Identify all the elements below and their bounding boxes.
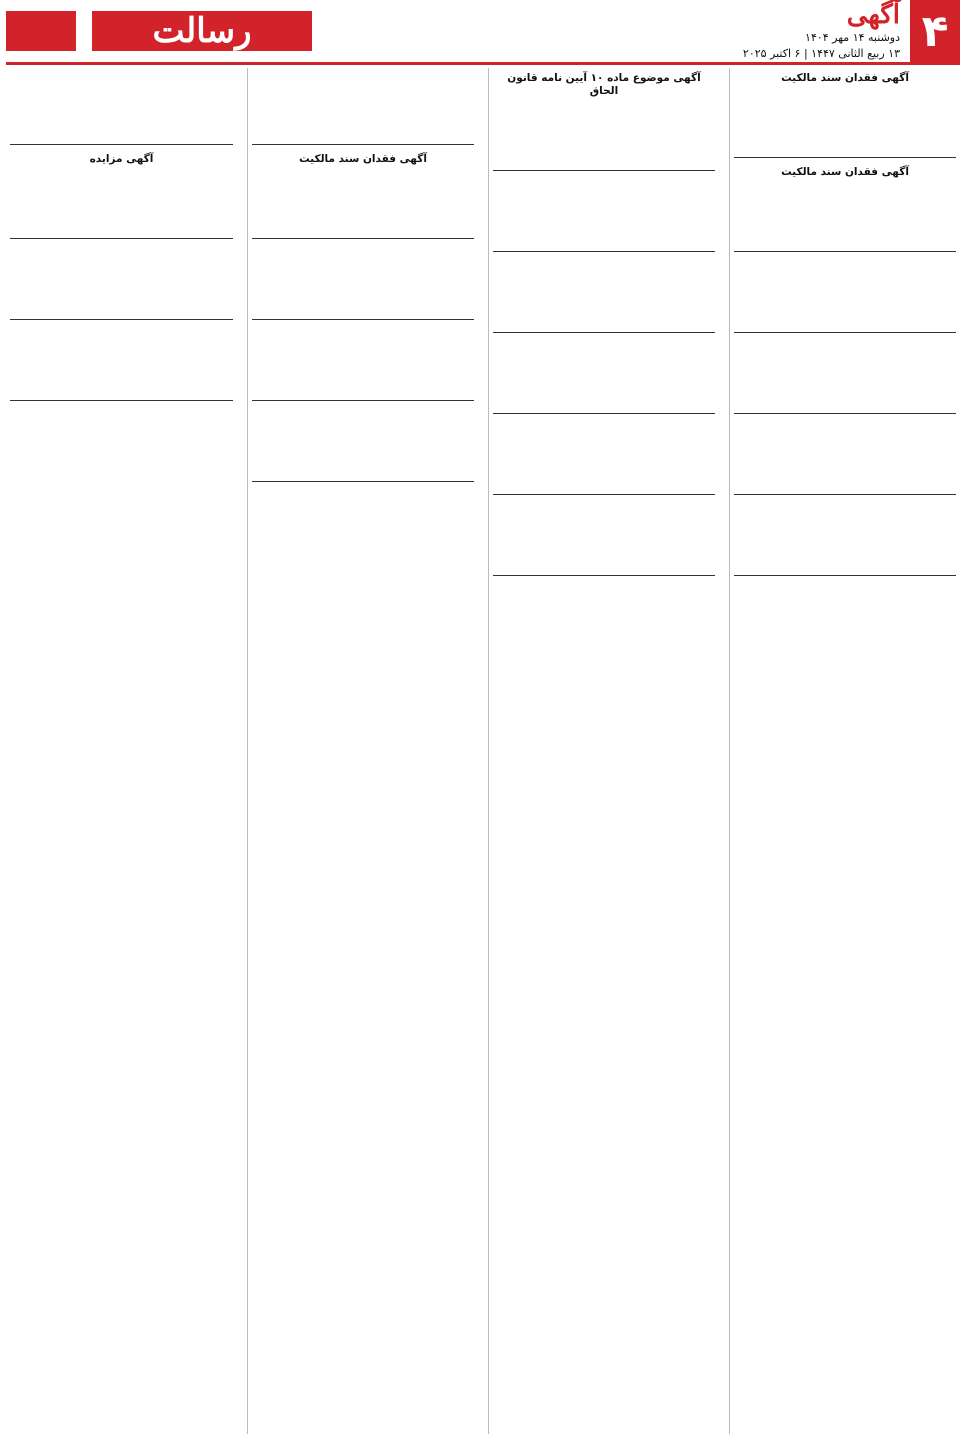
notice xyxy=(10,324,233,401)
notice-body xyxy=(734,263,956,323)
notice-body xyxy=(10,331,233,391)
notice-body xyxy=(10,250,233,310)
notice-title: آگهی موضوع ماده ۱۰ آیین نامه قانون الحاق xyxy=(507,72,701,97)
newspaper-masthead: رسالت xyxy=(92,11,312,51)
date-persian: دوشنبه ۱۴ مهر ۱۴۰۴ xyxy=(805,31,900,44)
notice-body xyxy=(493,506,715,566)
notice xyxy=(734,256,956,333)
notice-body xyxy=(10,75,233,135)
notice xyxy=(734,337,956,414)
notice xyxy=(734,418,956,495)
notice xyxy=(493,499,715,576)
header-right xyxy=(743,0,960,62)
notice-title: آگهی فقدان سند مالکیت xyxy=(781,72,909,84)
notice xyxy=(252,324,474,401)
notice xyxy=(252,68,474,145)
notice xyxy=(734,68,956,158)
notice-body xyxy=(734,425,956,485)
notice-body xyxy=(734,344,956,404)
notice-body xyxy=(493,182,715,242)
notice-body xyxy=(252,75,474,135)
column xyxy=(488,68,719,1434)
notice-body xyxy=(252,331,474,391)
section-title: آگهی xyxy=(846,0,900,30)
notice-body xyxy=(493,344,715,404)
header-left xyxy=(6,0,312,62)
notice xyxy=(734,499,956,576)
page-number: ۴ xyxy=(910,0,960,62)
notices-grid xyxy=(6,68,960,1434)
notice-title: آگهی فقدان سند مالکیت xyxy=(781,166,909,178)
date-hijri-gregorian: ۱۳ ربیع الثانی ۱۴۴۷ | ۶ اکتبر ۲۰۲۵ xyxy=(742,47,900,60)
small-logo xyxy=(6,11,76,51)
notice xyxy=(252,243,474,320)
notice xyxy=(493,418,715,495)
notice-title: آگهی فقدان سند مالکیت xyxy=(299,153,427,165)
notice-body xyxy=(10,169,233,229)
notice-body xyxy=(493,263,715,323)
notice xyxy=(493,68,715,171)
column xyxy=(729,68,960,1434)
notice-body xyxy=(734,182,956,242)
notice xyxy=(252,149,474,239)
notice-title: آگهی مزایده xyxy=(89,153,154,165)
notice xyxy=(734,162,956,252)
notice-body xyxy=(252,169,474,229)
notice xyxy=(10,68,233,145)
notice-body xyxy=(252,412,474,472)
notice-body xyxy=(734,88,956,148)
notice xyxy=(252,405,474,482)
column xyxy=(6,68,237,1434)
notice-body xyxy=(493,425,715,485)
page-header xyxy=(6,0,960,65)
notice xyxy=(10,149,233,239)
notice-body xyxy=(493,101,715,161)
column xyxy=(247,68,478,1434)
notice xyxy=(493,256,715,333)
notice xyxy=(10,243,233,320)
notice xyxy=(493,175,715,252)
notice-body xyxy=(734,506,956,566)
notice xyxy=(493,337,715,414)
notice-body xyxy=(252,250,474,310)
